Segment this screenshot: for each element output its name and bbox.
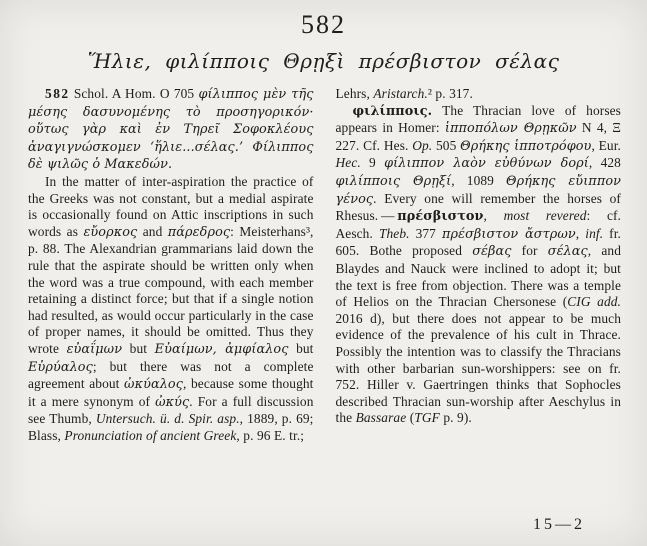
text-segment: σέβας bbox=[472, 244, 512, 260]
text-segment: : cf. Aesch. bbox=[335, 208, 621, 241]
text-segment: φίλιππος μὲν τῆς μέσης δασυνομένης τὸ προσηγορικόν· οὕτως γὰρ καὶ ἐν Τηρεῖ Σοφοκλέους ἀναγιγνώσκομεν ‘ἥλιε...σέλας.’ Φίλιππος δὲ ψιλῶς ὁ Μακεδών. bbox=[28, 87, 314, 173]
column-right bbox=[336, 86, 622, 444]
text-segment: Op. bbox=[412, 137, 433, 153]
text-segment: 505 bbox=[432, 137, 461, 153]
text-segment: 2016 d), but there does not appear to be much evidence of the prevalence of his cult in Thrace. Possibly the intention was to classify the Thracians with other barbarian sun-worshippers: see on fr. 752. Hiller v. Gaertringen thinks that Sophocles described Thracian sun-worship after Aeschylus in the bbox=[335, 310, 621, 426]
text-segment: , p. 96 E. tr.; bbox=[236, 427, 305, 443]
text-segment: , 428 bbox=[588, 155, 621, 171]
text-segment: φιλίπποις Θρῃξί bbox=[335, 173, 452, 189]
text-segment: : Meisterhans³, p. 88. The Alexandrian grammarians laid down the rule that the aspirate should be written only when the word was a true compound, with each member retaining a distinct force; but that if a single notion had resulted, as would occur particularly in the case of proper names, it should be omitted. Thus they wrote bbox=[28, 223, 314, 356]
text-segment: CIG add. bbox=[567, 294, 621, 310]
text-segment: In the matter of inter-aspiration the practice of the Greeks was not constant, but a medial aspirate is occasionally found on Attic inscriptions in such words as bbox=[28, 173, 314, 239]
text-segment: Pronunciation of ancient Greek bbox=[64, 427, 237, 443]
text-segment: Εὐρύαλος bbox=[28, 359, 93, 375]
text-segment: , 1089 bbox=[451, 172, 507, 188]
text-segment: most revered bbox=[503, 208, 587, 224]
text-segment: φίλιππον λαὸν εὐθύνων δορί bbox=[384, 156, 589, 172]
text-segment: Aristarch. bbox=[373, 86, 428, 101]
text-segment: but bbox=[122, 340, 155, 356]
text-segment: but bbox=[288, 340, 314, 356]
text-segment: ( bbox=[406, 410, 415, 426]
text-segment: εὐαΐμων bbox=[66, 341, 123, 357]
text-segment: Theb. bbox=[378, 225, 410, 241]
text-segment: Θρήκης εὔιππον γένος bbox=[335, 173, 622, 207]
text-segment: The Thracian love of horses appears in Homer: bbox=[335, 102, 621, 136]
column-left bbox=[28, 86, 314, 444]
text-segment: Εὐαίμων, ἀμφίαλος bbox=[154, 341, 289, 357]
text-segment: Hec. bbox=[335, 155, 361, 171]
text-segment: inf. bbox=[585, 225, 604, 241]
text-segment: εὔορκος bbox=[83, 224, 138, 240]
text-segment: TGF bbox=[414, 410, 440, 426]
text-segment: πάρεδρος bbox=[167, 224, 231, 240]
text-segment: , bbox=[575, 225, 586, 241]
text-segment: σέλας bbox=[547, 244, 588, 260]
fragment-heading-greek: Ἥλιε, φιλίπποις Θρῃξὶ πρέσβιστον σέλας bbox=[87, 49, 560, 73]
text-segment: Untersuch. ü. d. Spir. asp. bbox=[95, 411, 240, 427]
text-segment: ὠκύς bbox=[155, 394, 190, 410]
text-segment: and bbox=[137, 223, 168, 239]
text-segment: , and Blaydes and Nauck were inclined to adopt it; but the text is free from objection. There was a temple of Helios on the Thracian Chersonese ( bbox=[335, 243, 622, 310]
text-segment: , Eur. bbox=[591, 137, 621, 153]
text-segment: 9 bbox=[360, 155, 385, 171]
text-segment: , 1889, p. 69; Blass, bbox=[28, 411, 314, 443]
text-segment: φιλίπποις. bbox=[352, 103, 433, 119]
text-segment: Ν 4, Ξ 227. Cf. Hes. bbox=[335, 120, 622, 153]
text-segment: Θρήκης ἱπποτρόφου bbox=[460, 138, 592, 154]
text-segment: for bbox=[511, 243, 548, 259]
text-segment: Lehrs, bbox=[335, 86, 374, 101]
text-segment: , because some thought it a mere synonym of bbox=[28, 376, 314, 409]
text-segment: ² p. 317. bbox=[427, 86, 473, 101]
text-segment: . Every one will remember the horses of Rhesus. — bbox=[335, 190, 621, 224]
text-segment: 377 bbox=[409, 225, 442, 241]
text-segment: , bbox=[483, 208, 504, 224]
signature-mark: 15—2 bbox=[533, 516, 585, 533]
paragraph bbox=[336, 86, 622, 103]
text-segment: Bassarae bbox=[355, 410, 407, 426]
text-segment: ὠκύαλος bbox=[124, 377, 183, 393]
text-segment: 582 bbox=[45, 86, 70, 101]
paragraph bbox=[336, 103, 622, 427]
text-segment: πρέσβιστον ἄστρων bbox=[442, 226, 576, 242]
page-number: 582 bbox=[301, 10, 346, 39]
paragraph bbox=[28, 174, 314, 445]
paragraph bbox=[28, 86, 314, 174]
text-segment: πρέσβιστον bbox=[397, 209, 484, 225]
text-segment: fr. 605. Bothe proposed bbox=[335, 225, 622, 259]
text-columns bbox=[28, 86, 621, 444]
text-segment: p. 9). bbox=[439, 410, 472, 426]
text-segment: . For a full discussion see Thumb, bbox=[28, 393, 314, 427]
text-segment: ; but there was not a complete agreement about bbox=[28, 358, 314, 392]
text-segment: Schol. A Hom. O 705 bbox=[69, 86, 199, 101]
text-segment: ἱπποπόλων Θρῃκῶν bbox=[444, 121, 577, 137]
